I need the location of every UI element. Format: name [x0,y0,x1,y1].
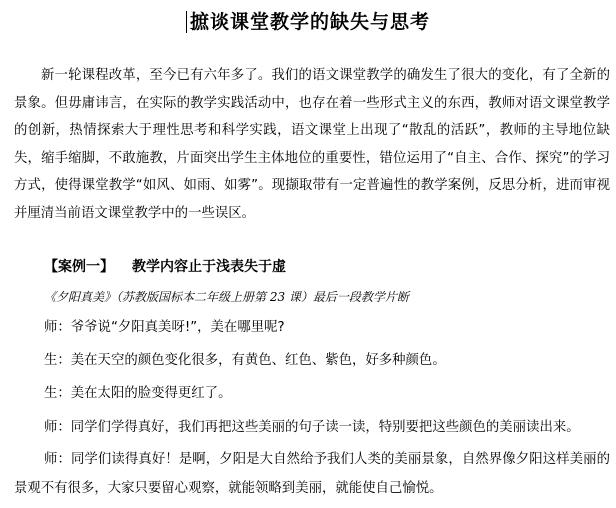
document-title-text: 摭谈课堂教学的缺失与思考 [189,11,430,33]
dialogue-line: 师：爷爷说“夕阳真美呀!”，美在哪里呢? [44,320,285,335]
case-title: 教学内容止于浅表失于虚 [132,259,286,275]
intro-paragraph: 新一轮课程改革，至今已有六年多了。我们的语文课堂教学的确发生了很大的变化，有了全新的景象。但毋庸讳言，在实际的教学实践活动中，也存在着一些形式主义的东西，教师对语文课堂教学的创新，热情探索大于理性思考和科学实践，语文课堂上出现了“散乱的活跃”，教师的主导地位缺失，缩手缩脚，不敢施教，片面突出学生主体地位的重要性，错位运用了“自主、合作、探究”的学习方式，使得课堂教学“如风、如雨、如雾”。现撷取带有一定普遍性的教学案例，反思分析，进而审视并厘清当前语文课堂教学中的一些误区。 [14,68,610,221]
case-heading [44,256,286,278]
document-title[interactable] [186,8,430,36]
dialogue-line: 师：同学们学得真好，我们再把这些美丽的句子读一读，特别要把这些颜色的美丽读出来。 [44,420,580,435]
dialogue-line: 生：美在太阳的脸变得更红了。 [44,386,232,401]
title-container [0,8,616,36]
dialogue-paragraph: 师：同学们读得真好！是啊，夕阳是大自然给予我们人类的美丽景象，自然界像夕阳这样美丽的景观不有很多，大家只要留心观察，就能领略到美丽，就能使自己愉悦。 [14,452,610,496]
text-cursor [186,11,187,33]
case-label: 【案例一】 [44,259,114,275]
dialogue-line: 生：美在天空的颜色变化很多，有黄色、红色、紫色，好多种颜色。 [44,353,446,368]
case-source: 《夕阳真美》（苏教版国标本二年级上册第 23 课）最后一段教学片断 [44,290,409,304]
